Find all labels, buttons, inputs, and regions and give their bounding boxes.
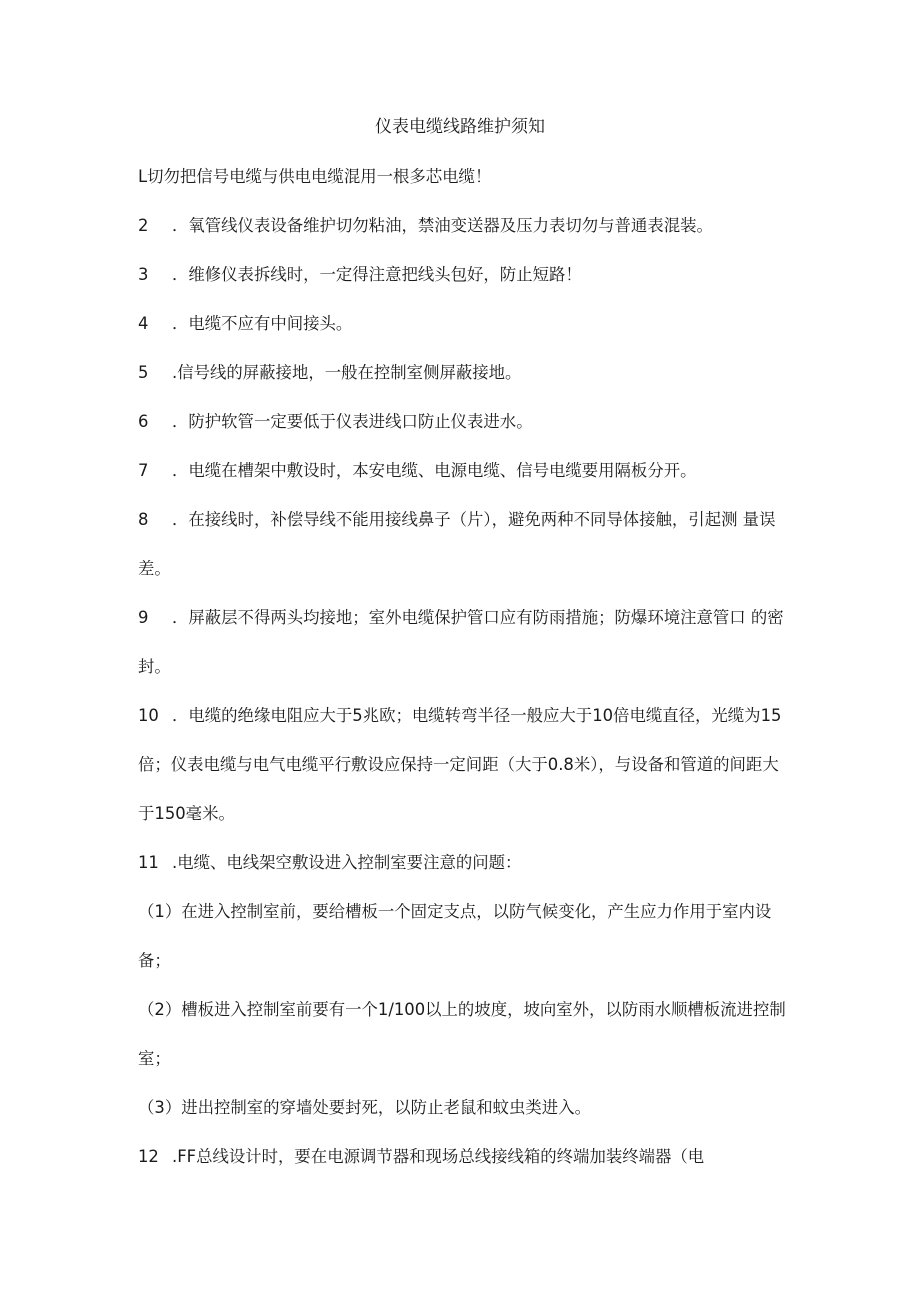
paragraph-number: 10 bbox=[138, 706, 159, 725]
paragraph-text: ．电缆不应有中间接头。 bbox=[172, 314, 353, 333]
paragraph-number: 7 bbox=[138, 461, 149, 480]
paragraph-8 bbox=[138, 495, 788, 593]
paragraph-text: L切勿把信号电缆与供电电缆混用一根多芯电缆！ bbox=[138, 167, 492, 186]
paragraph-text: ．在接线时，补偿导线不能用接线鼻子（片），避免两种不同导体接触，引起测 量误差。 bbox=[138, 510, 776, 578]
paragraph-11 bbox=[138, 838, 788, 887]
paragraph-number: 3 bbox=[138, 265, 149, 284]
paragraph-text: （2）槽板进入控制室前要有一个1/100以上的坡度，坡向室外，以防雨水顺槽板流进控制室； bbox=[138, 1000, 786, 1068]
paragraph-3 bbox=[138, 250, 788, 299]
paragraph-text: （3）进出控制室的穿墙处要封死，以防止老鼠和蚊虫类进入。 bbox=[138, 1098, 591, 1117]
paragraph-11-3 bbox=[138, 1083, 788, 1132]
paragraph-text: ．屏蔽层不得两头均接地；室外电缆保护管口应有防雨措施；防爆环境注意管口 的密封。 bbox=[138, 608, 784, 676]
paragraph-number: 12 bbox=[138, 1147, 159, 1166]
paragraph-text: .FF总线设计时，要在电源调节器和现场总线接线箱的终端加装终端器（电 bbox=[172, 1147, 705, 1166]
paragraph-9 bbox=[138, 593, 788, 691]
paragraph-4 bbox=[138, 299, 788, 348]
paragraph-text: .信号线的屏蔽接地，一般在控制室侧屏蔽接地。 bbox=[172, 363, 522, 382]
paragraph-text: ．电缆的绝缘电阻应大于5兆欧；电缆转弯半径一般应大于10倍电缆直径，光缆为15倍；仪表电缆与电气电缆平行敷设应保持一定间距（大于0.8米），与设备和管道的间距大于150毫米。 bbox=[138, 706, 782, 823]
document-body bbox=[138, 152, 788, 1181]
paragraph-12 bbox=[138, 1132, 788, 1181]
paragraph-number: 5 bbox=[138, 363, 149, 382]
paragraph-text: ．氧管线仪表设备维护切勿粘油，禁油变送器及压力表切勿与普通表混装。 bbox=[172, 216, 713, 235]
paragraph-1 bbox=[138, 152, 788, 201]
paragraph-text: （1）在进入控制室前，要给槽板一个固定支点，以防气候变化，产生应力作用于室内设备； bbox=[138, 902, 772, 970]
document-title: 仪表电缆线路维护须知 bbox=[375, 117, 545, 137]
paragraph-text: ．电缆在槽架中敷设时，本安电缆、电源电缆、信号电缆要用隔板分开。 bbox=[172, 461, 697, 480]
paragraph-7 bbox=[138, 446, 788, 495]
paragraph-text: .电缆、电线架空敷设进入控制室要注意的问题： bbox=[172, 853, 522, 872]
paragraph-6 bbox=[138, 397, 788, 446]
paragraph-text: ．维修仪表拆线时，一定得注意把线头包好，防止短路！ bbox=[172, 265, 582, 284]
paragraph-number: 6 bbox=[138, 412, 149, 431]
paragraph-11-1 bbox=[138, 887, 788, 985]
paragraph-5 bbox=[138, 348, 788, 397]
paragraph-number: 8 bbox=[138, 510, 149, 529]
paragraph-11-2 bbox=[138, 985, 788, 1083]
paragraph-text: ．防护软管一定要低于仪表进线口防止仪表进水。 bbox=[172, 412, 533, 431]
paragraph-number: 4 bbox=[138, 314, 149, 333]
paragraph-10 bbox=[138, 691, 788, 838]
paragraph-number: 2 bbox=[138, 216, 149, 235]
paragraph-number: 9 bbox=[138, 608, 149, 627]
paragraph-number: 11 bbox=[138, 853, 159, 872]
paragraph-2 bbox=[138, 201, 788, 250]
